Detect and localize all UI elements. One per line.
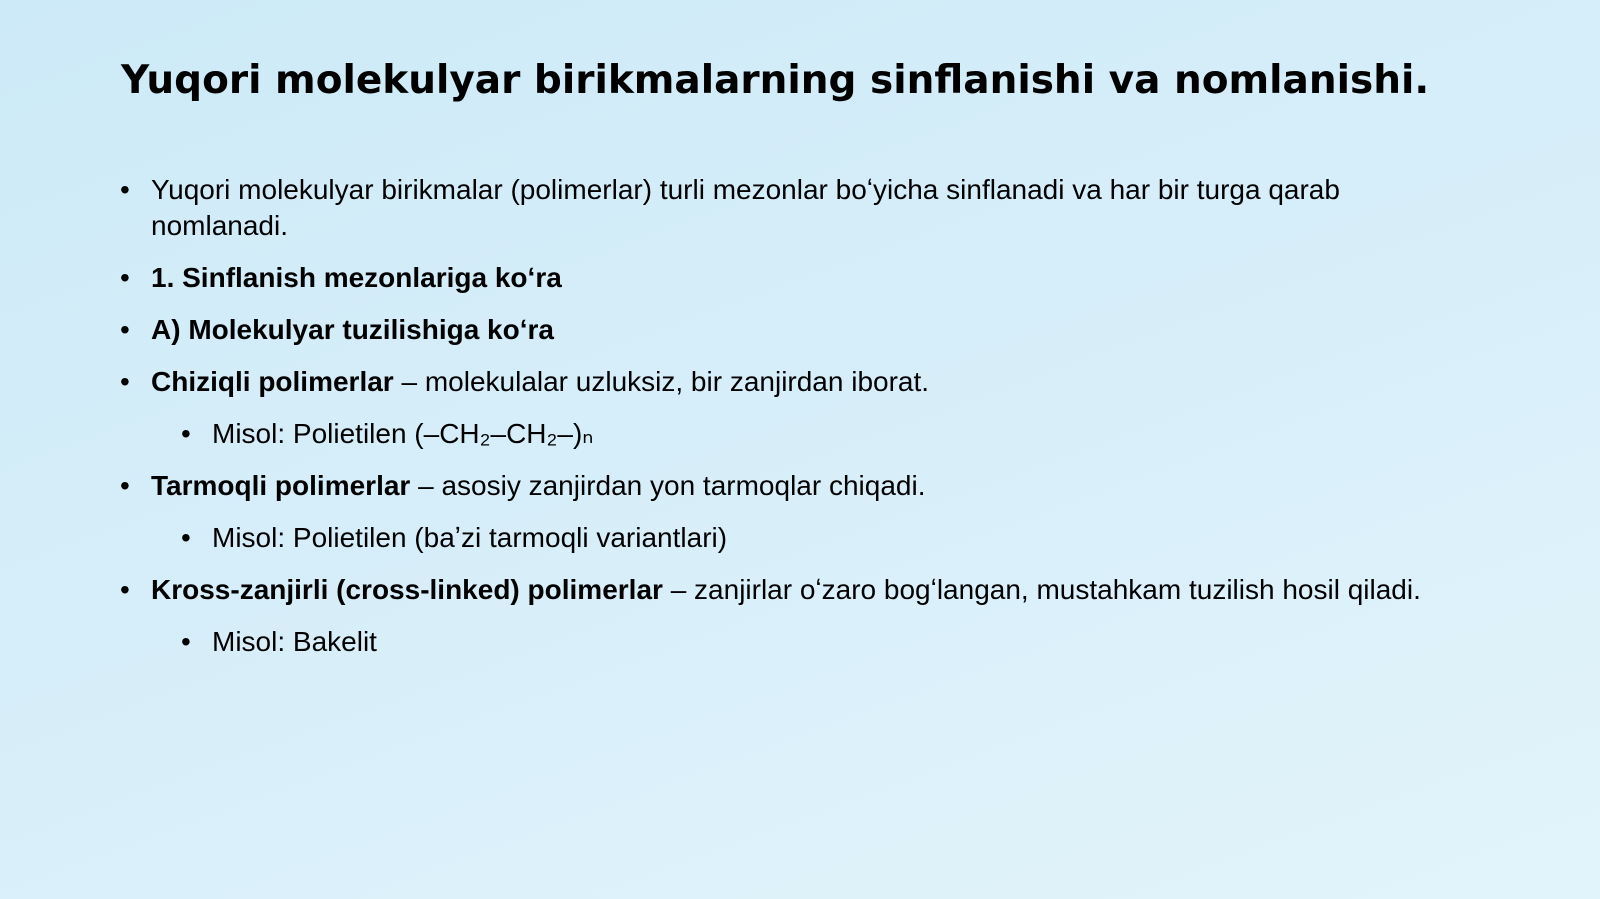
branched-polymers-desc: – asosiy zanjirdan yon tarmoqlar chiqadi. [410,470,926,501]
branched-polymers-example: Misol: Polietilen (baʼzi tarmoqli variantlari) [212,522,728,553]
sub-bullet-branched-example [0,520,1600,556]
crosslinked-polymers-example: Misol: Bakelit [212,626,377,657]
crosslinked-polymers-term: Kross-zanjirli (cross-linked) polimerlar [151,574,663,605]
bullet-intro [0,172,1600,244]
bullet-list [0,172,1600,660]
slide-title: Yuqori molekulyar birikmalarning sinflanishi va nomlanishi. [121,58,1430,103]
bullet-crosslinked-polymers [0,572,1600,608]
crosslinked-polymers-desc: – zanjirlar oʻzaro bogʻlangan, mustahkam tuzilish hosil qiladi. [662,574,1421,605]
bullet-linear-polymers [0,364,1600,400]
bullet-branched-polymers [0,468,1600,504]
linear-polymers-example: Misol: Polietilen (–CH₂–CH₂–)ₙ [212,418,594,449]
bullet-heading-criteria-text: 1. Sinflanish mezonlariga koʻra [151,262,562,293]
bullet-heading-criteria [0,260,1600,296]
linear-polymers-desc: – molekulalar uzluksiz, bir zanjirdan iborat. [393,366,930,397]
sub-bullet-linear-example [0,416,1600,452]
bullet-heading-structure [0,312,1600,348]
sub-bullet-crosslinked-example [0,624,1600,660]
branched-polymers-term: Tarmoqli polimerlar [151,470,411,501]
linear-polymers-term: Chiziqli polimerlar [151,366,394,397]
bullet-intro-text: Yuqori molekulyar birikmalar (polimerlar) turli mezonlar boʻyicha sinflanadi va har bir turga qarab nomlanadi. [151,174,1340,241]
bullet-heading-structure-text: A) Molekulyar tuzilishiga koʻra [151,314,554,345]
